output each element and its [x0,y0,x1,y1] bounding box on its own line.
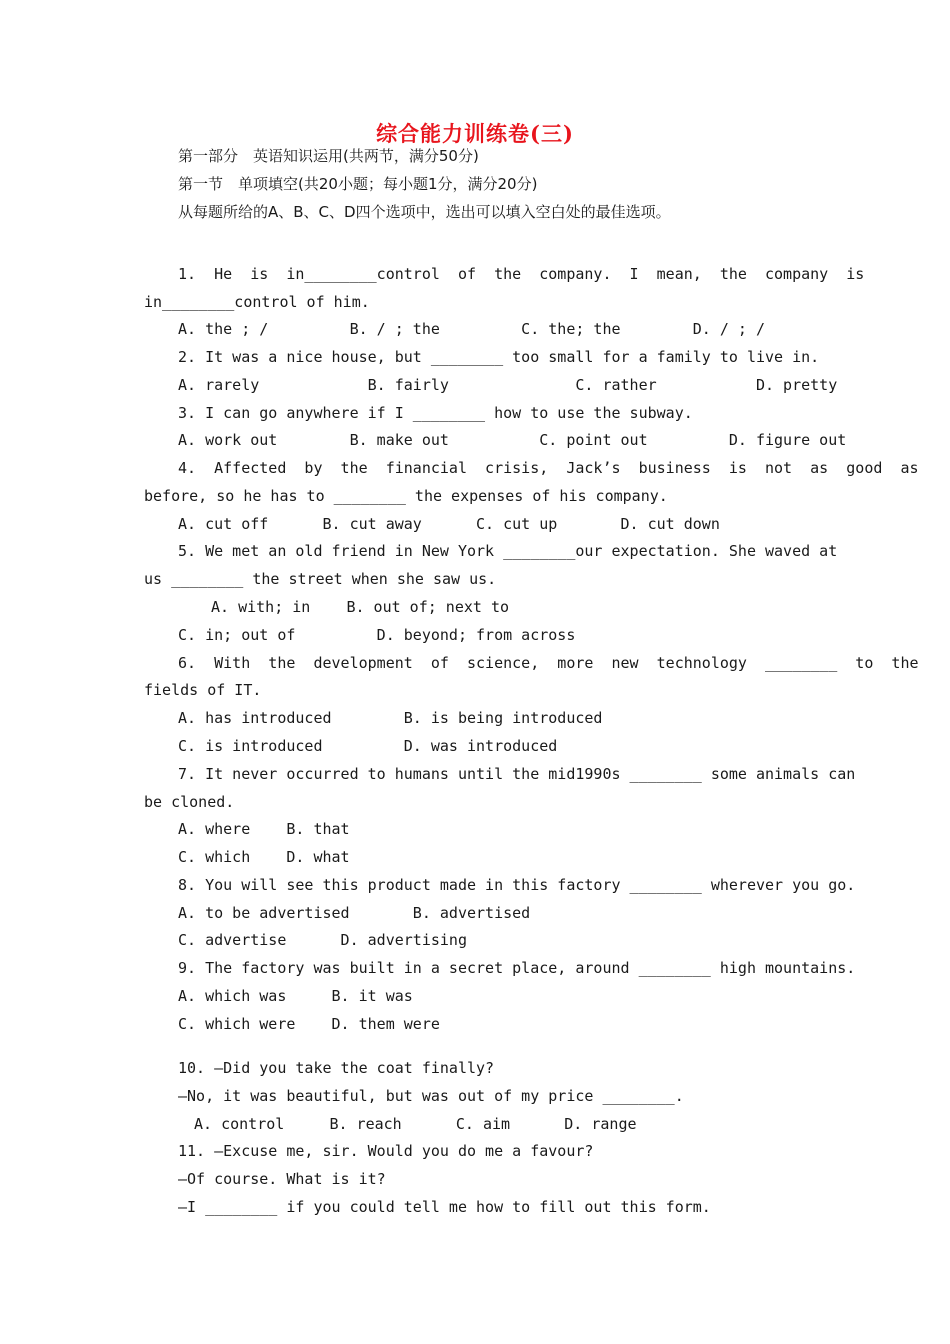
question-1-line-1: 1. He is in________control of the company. I mean, the company is [178,265,865,283]
question-9: 9. The factory was built in a secret place, around ________ high mountains. [178,959,856,977]
question-9-options-1: A. which was B. it was [178,987,413,1005]
question-6-options-2: C. is introduced D. was introduced [178,737,558,755]
question-6-options-1: A. has introduced B. is being introduced [178,709,603,727]
question-9-options-2: C. which were D. them were [178,1015,440,1033]
question-7-options-1: A. where B. that [178,820,350,838]
question-5-line-2: us ________ the street when she saw us. [144,570,497,588]
question-11-line-3: —I ________ if you could tell me how to fill out this form. [178,1198,711,1216]
question-7-line-2: be cloned. [144,793,235,811]
question-5-options-2: C. in; out of D. beyond; from across [178,626,576,644]
instruction-text: 从每题所给的A、B、C、D四个选项中，选出可以填入空白处的最佳选项。 [178,203,671,221]
question-7-line-1: 7. It never occurred to humans until the mid1990s ________ some animals can [178,765,856,783]
question-1-line-2: in________control of him. [144,293,370,311]
question-11-line-2: —Of course. What is it? [178,1170,386,1188]
question-5-options-1: A. with; in B. out of; next to [211,598,510,616]
question-8-options-2: C. advertise D. advertising [178,931,467,949]
part-heading: 第一部分 英语知识运用(共两节，满分50分) [178,147,479,165]
question-4-line-1: 4. Affected by the financial crisis, Jack’s business is not as good as [178,459,919,477]
question-3-options: A. work out B. make out C. point out D. figure out [178,431,847,449]
question-1-options: A. the ; / B. / ; the C. the; the D. / ; / [178,320,765,338]
question-4-options: A. cut off B. cut away C. cut up D. cut down [178,515,720,533]
section-heading: 第一节 单项填空(共20小题；每小题1分，满分20分) [178,175,538,193]
question-6-line-2: fields of IT. [144,681,262,699]
question-10-line-1: 10. —Did you take the coat finally? [178,1059,495,1077]
question-10-line-2: —No, it was beautiful, but was out of my price ________. [178,1087,684,1105]
question-2-options: A. rarely B. fairly C. rather D. pretty [178,376,838,394]
question-7-options-2: C. which D. what [178,848,350,866]
question-8: 8. You will see this product made in this factory ________ wherever you go. [178,876,856,894]
question-6-line-1: 6. With the development of science, more new technology ________ to the [178,654,919,672]
question-5-line-1: 5. We met an old friend in New York ________our expectation. She waved at [178,542,838,560]
question-10-options: A. control B. reach C. aim D. range [194,1115,637,1133]
question-11-line-1: 11. —Excuse me, sir. Would you do me a favour? [178,1142,594,1160]
question-3: 3. I can go anywhere if I ________ how to use the subway. [178,404,693,422]
question-8-options-1: A. to be advertised B. advertised [178,904,531,922]
question-2: 2. It was a nice house, but ________ too small for a family to live in. [178,348,820,366]
page-title: 综合能力训练卷(三) [376,121,574,146]
question-4-line-2: before, so he has to ________ the expenses of his company. [144,487,668,505]
